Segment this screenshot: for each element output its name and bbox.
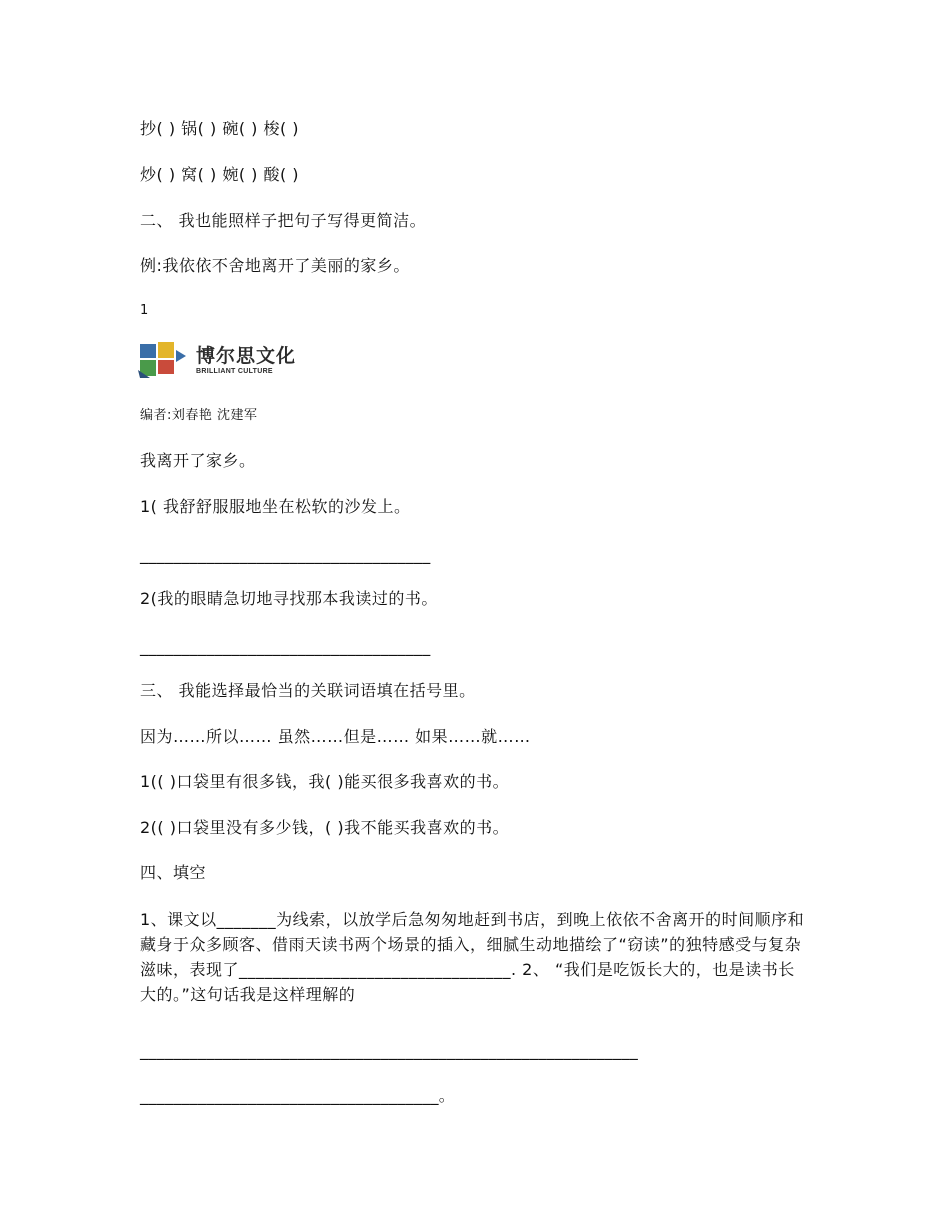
section-3-question-1: 1(( )口袋里有很多钱，我( )能买很多我喜欢的书。 [140,772,510,791]
logo-name-cn: 博尔思文化 [196,344,297,367]
answer-blank-3: ____________________________________________________________ [140,1041,638,1060]
answer-blank-2: ___________________________________ [140,637,431,656]
section-2-heading: 二、 我也能照样子把句子写得更简洁。 [140,211,427,230]
l1: 抄( ) 锅( ) 碗( ) 梭( ) [140,119,300,138]
logo-mark-icon [138,340,190,380]
l2: 炒( ) 窝( ) 婉( ) 酸( ) [140,165,300,184]
logo-name-en: BRILLIANT CULTURE [196,367,273,375]
answer-blank-1: ___________________________________ [140,545,431,564]
example-sentence: 例:我依依不舍地离开了美丽的家乡。 [140,256,410,275]
section-3-heading: 三、 我能选择最恰当的关联词语填在括号里。 [140,681,476,700]
section-4-paragraph: 1、课文以_______为线索，以放学后急匆匆地赶到书店，到晚上依依不舍离开的时间顺序和藏身于众多顾客、借雨天读书两个场景的插入，细腻生动地描绘了“窃读”的独特感受与复杂滋味，表现了________________________________. 2、 “我们是吃饭长大的，也是读书长大的。”这句话我是这样理解的 [140,910,805,1004]
editors-line: 编者:刘春艳 沈建军 [140,408,258,423]
conjunction-options: 因为……所以…… 虽然……但是…… 如果……就…… [140,727,531,746]
page-number: 1 [140,303,149,318]
section-4-heading: 四、填空 [140,863,207,882]
question-1: 1( 我舒舒服服地坐在松软的沙发上。 [140,497,411,516]
answer-blank-4: ____________________________________。 [140,1086,456,1105]
brand-logo [138,340,320,380]
section-3-question-2: 2(( )口袋里没有多少钱，( )我不能买我喜欢的书。 [140,818,510,837]
example-answer: 我离开了家乡。 [140,451,256,470]
question-2: 2(我的眼睛急切地寻找那本我读过的书。 [140,589,438,608]
